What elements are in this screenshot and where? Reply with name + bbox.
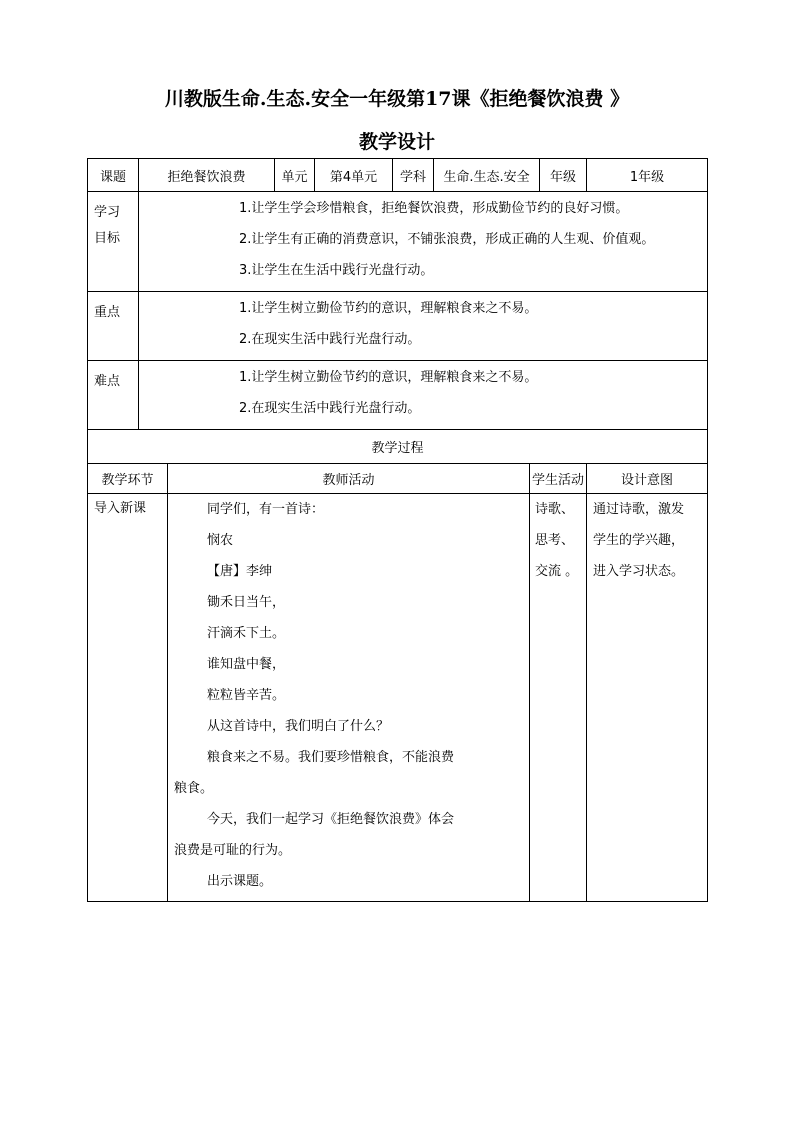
topic-label: 课题 [88,159,139,192]
teacher-line: 悯农 [207,533,234,548]
teacher-line: 谁知盘中餐， [207,657,286,672]
col-intent: 设计意图 [587,464,708,494]
key-label: 重点 [88,292,139,361]
key-content [139,292,708,361]
key-item: 1.让学生树立勤俭节约的意识，理解粮食来之不易。 [239,301,538,316]
document-title: 川教版生命.生态.安全一年级第17课《拒绝餐饮浪费 》 [164,88,630,110]
student-activity [530,494,587,902]
lesson-plan-table [87,158,708,902]
grade-label: 年级 [540,159,587,192]
goal-item: 2.让学生有正确的消费意识，不铺张浪费，形成正确的人生观、价值观。 [239,232,655,247]
process-header: 教学过程 [88,430,708,464]
key-item: 2.在现实生活中践行光盘行动。 [239,332,421,347]
teacher-line: 从这首诗中，我们明白了什么？ [207,719,390,734]
topic-value: 拒绝餐饮浪费 [139,159,275,192]
teacher-line: 浪费是可耻的行为。 [174,843,292,858]
difficulty-label: 难点 [88,361,139,430]
intent-line: 通过诗歌，激发 [593,502,685,517]
process-header-row [88,430,708,464]
goals-label: 学习 目标 [88,192,139,292]
intent-line: 进入学习状态。 [593,564,685,579]
goals-row [88,192,708,292]
teacher-line: 今天，我们一起学习《拒绝餐饮浪费》体会 [207,812,455,827]
difficulty-content [139,361,708,430]
teacher-line: 同学们，有一首诗： [207,502,325,517]
col-student: 学生活动 [530,464,587,494]
goal-item: 1.让学生学会珍惜粮食，拒绝餐饮浪费，形成勤俭节约的良好习惯。 [239,201,629,216]
subject-label: 学科 [393,159,434,192]
teacher-line: 粮食来之不易。我们要珍惜粮食，不能浪费 [207,750,455,765]
teacher-line: 锄禾日当午， [207,595,286,610]
col-stage: 教学环节 [88,464,168,494]
grade-value: 1年级 [587,159,708,192]
stage-cell: 导入新课 [88,494,168,902]
process-columns-row [88,464,708,494]
intent-line: 学生的学兴趣， [593,533,685,548]
key-row [88,292,708,361]
student-line: 交流 。 [535,564,579,579]
student-line: 诗歌、 思考、 [535,502,575,548]
difficulty-item: 2.在现实生活中践行光盘行动。 [239,401,421,416]
teacher-line: 出示课题。 [207,874,273,889]
difficulty-item: 1.让学生树立勤俭节约的意识，理解粮食来之不易。 [239,370,538,385]
teacher-line: 汗滴禾下土。 [207,626,286,641]
info-row [88,159,708,192]
teacher-line: 粮食。 [174,781,214,796]
unit-value: 第4单元 [315,159,393,192]
teacher-activity [168,494,530,902]
process-row [88,494,708,902]
document-subtitle: 教学设计 [358,131,435,153]
goals-content [139,192,708,292]
subject-value: 生命.生态.安全 [434,159,540,192]
teacher-line: 【唐】李绅 [207,564,273,579]
goal-item: 3.让学生在生活中践行光盘行动。 [239,263,434,278]
design-intent [587,494,708,902]
unit-label: 单元 [275,159,315,192]
difficulty-row [88,361,708,430]
col-teacher: 教师活动 [168,464,530,494]
teacher-line: 粒粒皆辛苦。 [207,688,286,703]
